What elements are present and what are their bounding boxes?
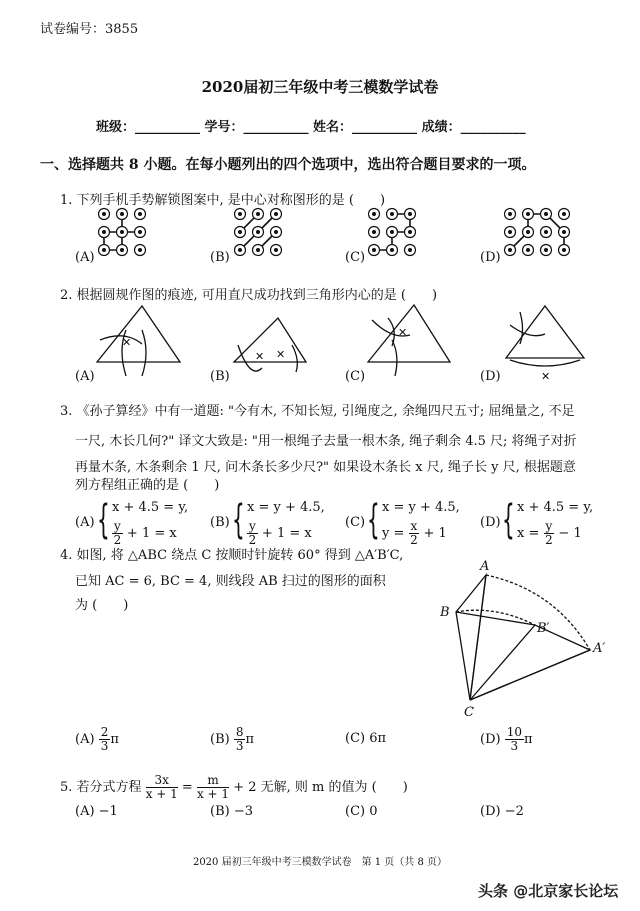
q3-option-c-brace: { [367, 497, 380, 543]
q3-line4: 列方程组正确的是 ( ) [75, 478, 220, 493]
q2-label-c: (C) [345, 369, 366, 384]
svg-text:✕: ✕ [398, 326, 408, 339]
svg-text:✕: ✕ [255, 350, 265, 363]
q4-option-c: (C) 6π [345, 731, 387, 746]
q5-option-b: (B) −3 [210, 804, 253, 819]
label-point-b: B [440, 605, 450, 620]
q3-option-b-label: (B) [210, 515, 230, 530]
q5-option-a: (A) −1 [75, 804, 118, 819]
q5-option-c: (C) 0 [345, 804, 378, 819]
q5-option-d: (D) −2 [480, 804, 524, 819]
q2-stem: 2. 根据圆规作图的痕迹, 可用直尺成功找到三角形内心的是 ( ) [60, 288, 438, 303]
q3-option-a-eq2: $\frac{y}{2}$ + 1 = x [113, 519, 177, 547]
q3-option-d-eq2: x = $\frac{y}{2}$ − 1 [517, 519, 582, 547]
q3-option-d-eq1: x + 4.5 = y, [517, 500, 594, 515]
label-point-c: C [464, 705, 474, 720]
q5-stem: 5. 若分式方程 $\frac{3x}{x + 1}$ = $\frac{m}{x + 1}$ + 2 无解, 则 m 的值为 ( ) [60, 773, 408, 801]
q2-label-b: (B) [210, 369, 230, 384]
svg-text:✕: ✕ [541, 370, 551, 383]
q3-option-c-eq2: y = $\frac{x}{2}$ + 1 [382, 519, 447, 547]
q3-option-a-eq1: x + 4.5 = y, [112, 500, 189, 515]
q3-line2: 一尺, 木长几何?" 译文大致是: "用一根绳子去量一根木条, 绳子剩余 4.5 尺; 将绳子对折 [75, 434, 577, 449]
q3-option-b-eq1: x = y + 4.5, [247, 500, 325, 515]
q4-line2: 已知 AC = 6, BC = 4, 则线段 AB 扫过的图形的面积 [75, 574, 386, 589]
triangle-apbpc [470, 625, 590, 700]
q1-stem: 1. 下列手机手势解锁图案中, 是中心对称图形的是 ( ) [60, 193, 386, 208]
student-info-line: 班级：__________ 学号：__________ 姓名：__________ 成绩：__________ [96, 120, 526, 135]
q2-label-d: (D) [480, 369, 501, 384]
q3-line1: 3. 《孙子算经》中有一道题: "今有木, 不知长短, 引绳度之, 余绳四尺五寸; 屈绳量之, 不足 [60, 404, 575, 419]
q1-label-d: (D) [480, 250, 501, 265]
q4-option-a: (A) $\frac{2}{3}$ π [75, 725, 119, 753]
label-point-bprime: B′ [537, 621, 550, 636]
q1-label-a: (A) [75, 250, 95, 265]
q4-line1: 4. 如图, 将 △ABC 绕点 C 按顺时针旋转 60° 得到 △A′B′C, [60, 548, 404, 563]
q3-option-d-label: (D) [480, 515, 501, 530]
svg-text:✕: ✕ [122, 336, 132, 349]
q3-option-c-eq1: x = y + 4.5, [382, 500, 460, 515]
q4-option-d: (D) $\frac{10}{3}$ π [480, 725, 533, 753]
q3-option-a-label: (A) [75, 515, 95, 530]
paper-code: 试卷编号：3855 [40, 22, 139, 37]
q1-label-c: (C) [345, 250, 366, 265]
label-point-aprime: A′ [593, 641, 606, 656]
q4-option-b: (B) $\frac{8}{3}$ π [210, 725, 255, 753]
q3-option-a-brace: { [97, 497, 110, 543]
label-point-a: A [480, 559, 490, 574]
page-title: 2020届初三年级中考三模数学试卷 [201, 78, 439, 96]
q3-option-c-label: (C) [345, 515, 366, 530]
svg-text:✕: ✕ [276, 348, 286, 361]
q2-label-a: (A) [75, 369, 95, 384]
q4-line3: 为 ( ) [75, 598, 129, 613]
q3-line3: 再量木条, 木条剩余 1 尺, 问木条长多少尺?" 如果设木条长 x 尺, 绳子长 y 尺, 根据题意 [75, 460, 576, 475]
q3-option-b-eq2: $\frac{y}{2}$ + 1 = x [248, 519, 312, 547]
q1-label-b: (B) [210, 250, 230, 265]
watermark: 头条 @北京家长论坛 [478, 882, 619, 900]
page-footer: 2020 届初三年级中考三模数学试卷 第 1 页（共 8 页） [192, 857, 448, 868]
section-heading: 一、选择题共 8 小题。在每小题列出的四个选项中，选出符合题目要求的一项。 [40, 157, 536, 173]
triangle-abc [456, 575, 486, 700]
q3-option-b-brace: { [232, 497, 245, 543]
q3-option-d-brace: { [502, 497, 515, 543]
